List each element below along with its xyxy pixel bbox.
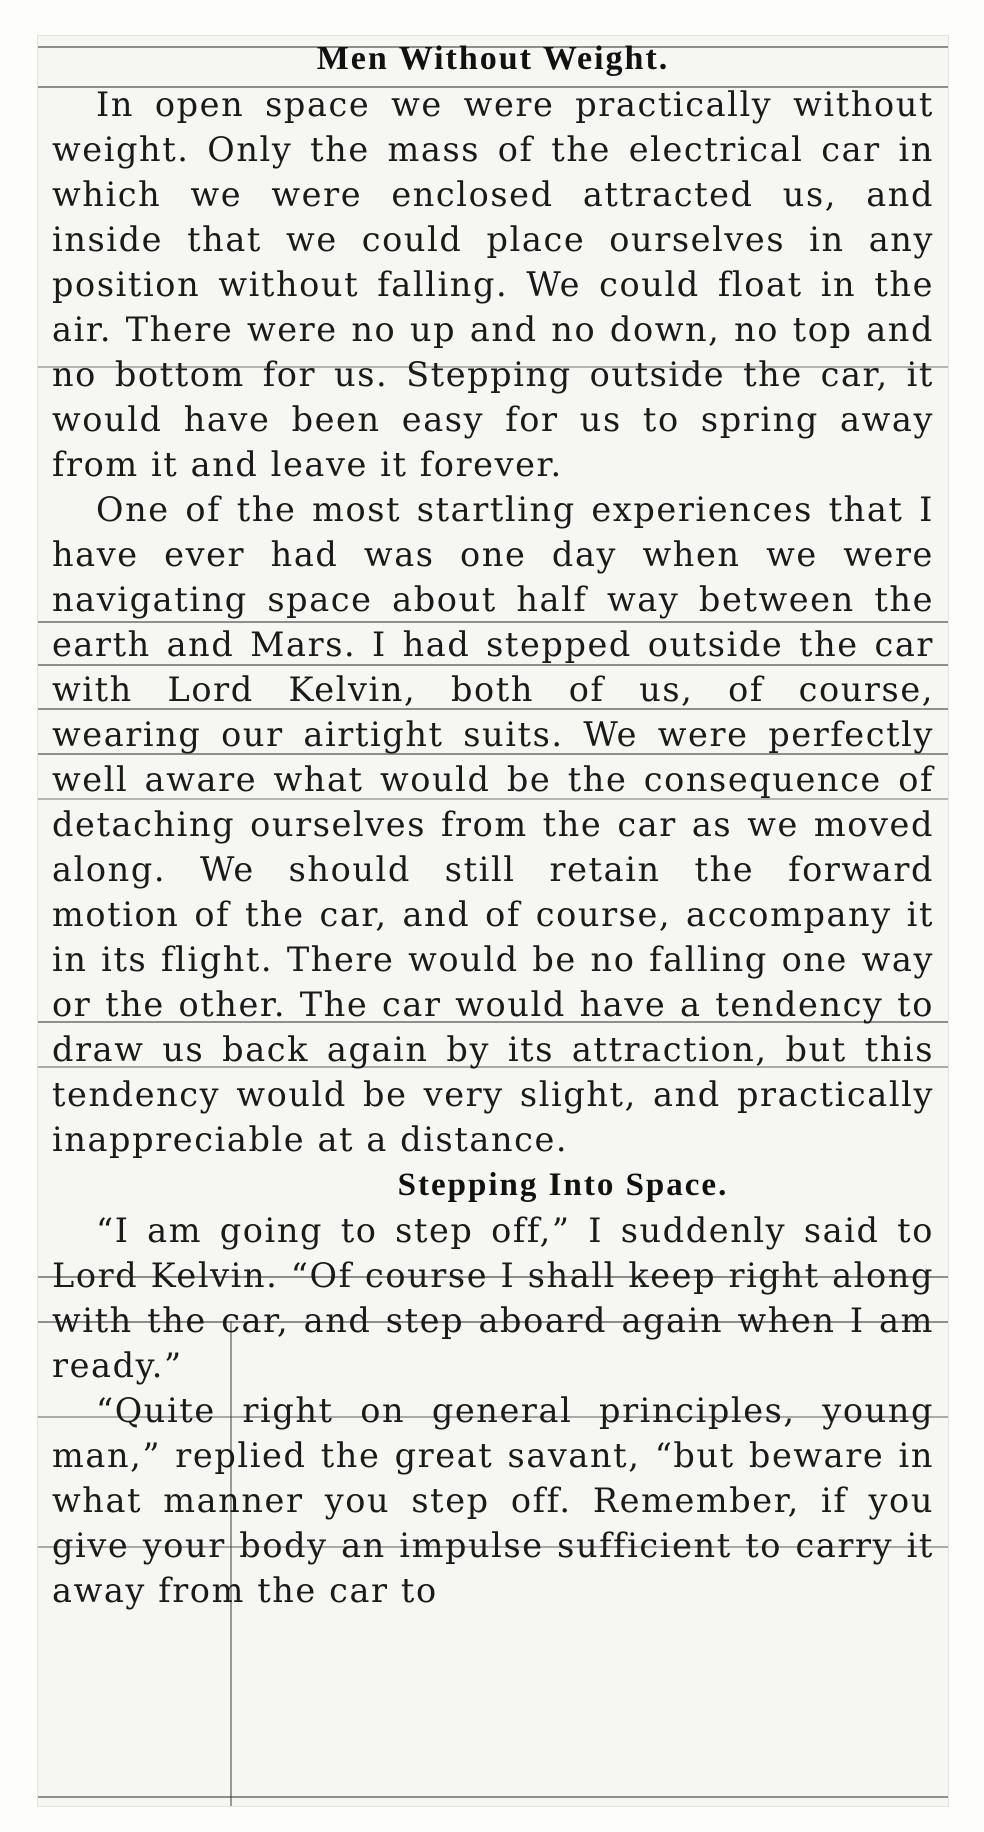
article-body bbox=[52, 36, 934, 1613]
newspaper-clipping bbox=[38, 36, 948, 1806]
article-headline: Men Without Weight. bbox=[316, 40, 670, 77]
article-subheading: Stepping Into Space. bbox=[397, 1167, 729, 1203]
paragraph-4: “Quite right on general principles, young man,” replied the great savant, “but beware in what manner you step off. Remember, if you give your body an impulse sufficient to carry it away from the car to bbox=[52, 1391, 934, 1610]
paragraph-3: “I am going to step off,” I suddenly said to Lord Kelvin. “Of course I shall keep right along with the car, and step aboard again when I am ready.” bbox=[52, 1211, 934, 1385]
paragraph-1: In open space we were practically without weight. Only the mass of the electrical car in which we were enclosed attracted us, and inside that we could place ourselves in any position without falling. We could float in the air. There were no up and no down, no top and no bottom for us. Stepping outside the car, it would have been easy for us to spring away from it and leave it forever. bbox=[52, 85, 934, 484]
rule-line bbox=[38, 1796, 948, 1798]
paragraph-2: One of the most startling experiences that I have ever had was one day when we were navigating space about half way between the earth and Mars. I had stepped outside the car with Lord Kelvin, both of us, of course, wearing our airtight suits. We were perfectly well aware what would be the consequence of detaching ourselves from the car as we moved along. We should still retain the forward motion of the car, and of course, accompany it in its flight. There would be no falling one way or the other. The car would have a tendency to draw us back again by its attraction, but this tendency would be very slight, and practically inappreciable at a distance. bbox=[52, 490, 934, 1159]
